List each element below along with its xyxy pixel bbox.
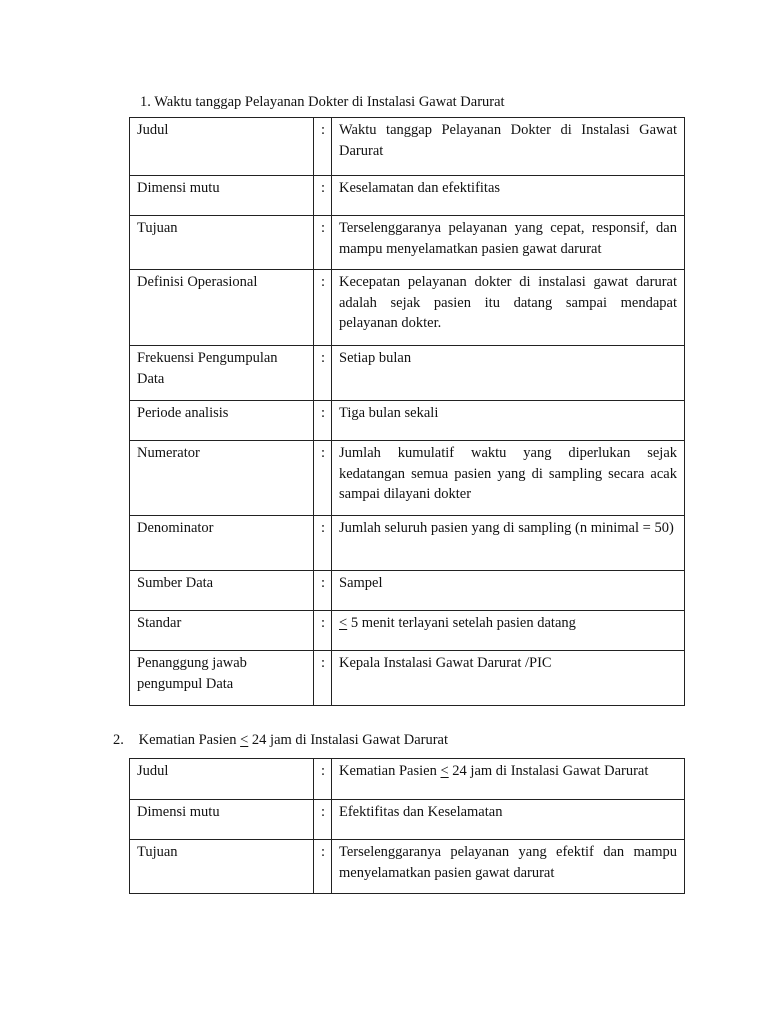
- row-label: Dimensi mutu: [130, 176, 314, 216]
- less-equal-symbol: <: [440, 763, 449, 779]
- table-row: [130, 840, 685, 894]
- row-separator: :: [314, 270, 332, 346]
- row-label: Judul: [130, 759, 314, 800]
- row-value: Kecepatan pelayanan dokter di instalasi gawat darurat adalah sejak pasien itu datang sampai mendapat pelayanan dokter.: [332, 270, 685, 346]
- table-row: [130, 441, 685, 516]
- table-row: [130, 176, 685, 216]
- row-label: Judul: [130, 118, 314, 176]
- row-label: Tujuan: [130, 840, 314, 894]
- row-separator: :: [314, 441, 332, 516]
- row-label: Penanggung jawab pengumpul Data: [130, 651, 314, 706]
- less-equal-symbol: <: [339, 615, 348, 631]
- row-value: Terselenggaranya pelayanan yang cepat, responsif, dan mampu menyelamatkan pasien gawat darurat: [332, 216, 685, 270]
- row-value: Tiga bulan sekali: [332, 401, 685, 441]
- row-separator: :: [314, 800, 332, 840]
- table-row: [130, 516, 685, 571]
- row-label: Sumber Data: [130, 571, 314, 611]
- row-separator: :: [314, 118, 332, 176]
- table-row: [130, 346, 685, 401]
- section-2-heading: [113, 730, 448, 751]
- row-separator: :: [314, 216, 332, 270]
- row-value: Jumlah kumulatif waktu yang diperlukan sejak kedatangan semua pasien yang di sampling secara acak sampai dilayani dokter: [332, 441, 685, 516]
- row-value: [332, 759, 685, 800]
- row-value: [332, 611, 685, 651]
- row-value: Jumlah seluruh pasien yang di sampling (n minimal = 50): [332, 516, 685, 571]
- section-1-table: [129, 117, 685, 706]
- row-value: Terselenggaranya pelayanan yang efektif dan mampu menyelamatkan pasien gawat darurat: [332, 840, 685, 894]
- row-separator: :: [314, 176, 332, 216]
- row-separator: :: [314, 611, 332, 651]
- section-1-heading: [140, 92, 505, 113]
- section-2-title-end: 24 jam di Instalasi Gawat Darurat: [248, 732, 449, 748]
- judul-value-end: 24 jam di Instalasi Gawat Darurat: [448, 763, 649, 779]
- table-row: [130, 118, 685, 176]
- row-value: Sampel: [332, 571, 685, 611]
- row-label: Definisi Operasional: [130, 270, 314, 346]
- row-separator: :: [314, 651, 332, 706]
- row-separator: :: [314, 571, 332, 611]
- table-row: [130, 800, 685, 840]
- row-separator: :: [314, 346, 332, 401]
- row-label: Tujuan: [130, 216, 314, 270]
- table-row: [130, 401, 685, 441]
- table-row: [130, 651, 685, 706]
- table-row: [130, 216, 685, 270]
- judul-value-start: Kematian Pasien: [339, 763, 441, 779]
- row-label: Numerator: [130, 441, 314, 516]
- row-separator: :: [314, 759, 332, 800]
- row-value: Waktu tanggap Pelayanan Dokter di Instalasi Gawat Darurat: [332, 118, 685, 176]
- standard-value-text: 5 menit terlayani setelah pasien datang: [347, 615, 576, 631]
- table-row: [130, 270, 685, 346]
- row-label: Periode analisis: [130, 401, 314, 441]
- row-separator: :: [314, 401, 332, 441]
- table-row: [130, 611, 685, 651]
- section-2-title-start: Kematian Pasien: [138, 732, 241, 748]
- row-separator: :: [314, 516, 332, 571]
- table-row: [130, 571, 685, 611]
- table-row: [130, 759, 685, 800]
- row-label: Dimensi mutu: [130, 800, 314, 840]
- section-1-number: 1.: [140, 94, 151, 110]
- section-2-table: [129, 758, 685, 894]
- row-value: Efektifitas dan Keselamatan: [332, 800, 685, 840]
- row-value: Setiap bulan: [332, 346, 685, 401]
- section-2-number: 2.: [113, 732, 124, 748]
- row-value: Kepala Instalasi Gawat Darurat /PIC: [332, 651, 685, 706]
- row-separator: :: [314, 840, 332, 894]
- row-label: Frekuensi Pengumpulan Data: [130, 346, 314, 401]
- row-value: Keselamatan dan efektifitas: [332, 176, 685, 216]
- less-equal-symbol: <: [240, 732, 249, 748]
- section-1-title: Waktu tanggap Pelayanan Dokter di Instalasi Gawat Darurat: [154, 94, 505, 110]
- row-label: Standar: [130, 611, 314, 651]
- row-label: Denominator: [130, 516, 314, 571]
